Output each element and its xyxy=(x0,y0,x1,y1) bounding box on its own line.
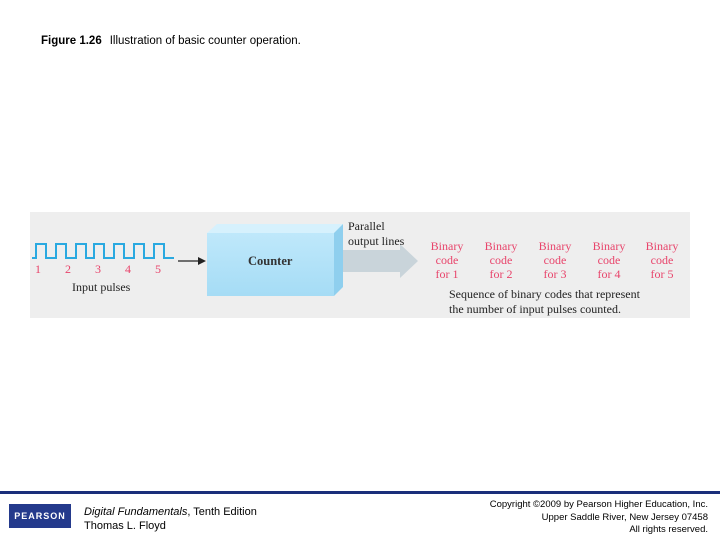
code-line: code xyxy=(543,253,567,267)
code-line: for 5 xyxy=(650,267,674,281)
counter-label: Counter xyxy=(248,254,293,268)
input-pulses-label: Input pulses xyxy=(72,280,131,294)
binary-code-3 xyxy=(530,239,580,281)
code-line: Binary xyxy=(538,239,572,253)
figure-number: Figure 1.26 xyxy=(41,35,102,47)
pulse-number: 3 xyxy=(95,262,101,276)
copyright-line2: Upper Saddle River, New Jersey 07458 xyxy=(541,511,708,523)
code-line: for 1 xyxy=(435,267,459,281)
code-line: Binary xyxy=(430,239,464,253)
copyright-line3: All rights reserved. xyxy=(629,524,708,535)
book-info xyxy=(84,505,257,533)
code-line: for 3 xyxy=(543,267,567,281)
binary-code-2 xyxy=(476,239,526,281)
code-line: for 4 xyxy=(597,267,621,281)
parallel-label-line2: output lines xyxy=(348,234,405,248)
pulse-number: 1 xyxy=(35,262,41,276)
parallel-output-label xyxy=(348,219,404,249)
copyright-line1: Copyright ©2009 by Pearson Higher Education, Inc. xyxy=(489,499,708,510)
sequence-description xyxy=(449,287,640,317)
binary-code-1 xyxy=(422,239,472,281)
book-author: Thomas L. Floyd xyxy=(84,520,166,532)
input-arrow-head xyxy=(198,257,206,265)
code-line: for 2 xyxy=(489,267,513,281)
footer-divider xyxy=(0,491,720,494)
code-line: code xyxy=(597,253,621,267)
book-edition: , Tenth Edition xyxy=(187,506,257,518)
pulse-train xyxy=(32,244,174,258)
code-line: code xyxy=(435,253,459,267)
sequence-line1: Sequence of binary codes that represent xyxy=(449,287,640,301)
code-line: Binary xyxy=(592,239,626,253)
figure-title: Illustration of basic counter operation. xyxy=(109,35,301,47)
binary-code-5 xyxy=(637,239,687,281)
code-line: Binary xyxy=(645,239,679,253)
copyright-notice xyxy=(490,499,708,537)
code-line: code xyxy=(650,253,674,267)
output-arrow xyxy=(343,244,418,278)
pulse-number: 4 xyxy=(125,262,131,276)
book-title: Digital Fundamentals xyxy=(84,506,188,518)
pulse-number: 5 xyxy=(155,262,161,276)
binary-code-4 xyxy=(584,239,634,281)
pearson-logo: PEARSON xyxy=(9,504,71,528)
pulse-number: 2 xyxy=(65,262,71,276)
counter-side-face xyxy=(334,224,343,296)
parallel-label-line1: Parallel xyxy=(348,219,385,233)
counter-top-face xyxy=(207,224,343,233)
code-line: Binary xyxy=(484,239,518,253)
code-line: code xyxy=(489,253,513,267)
sequence-line2: the number of input pulses counted. xyxy=(449,302,621,316)
